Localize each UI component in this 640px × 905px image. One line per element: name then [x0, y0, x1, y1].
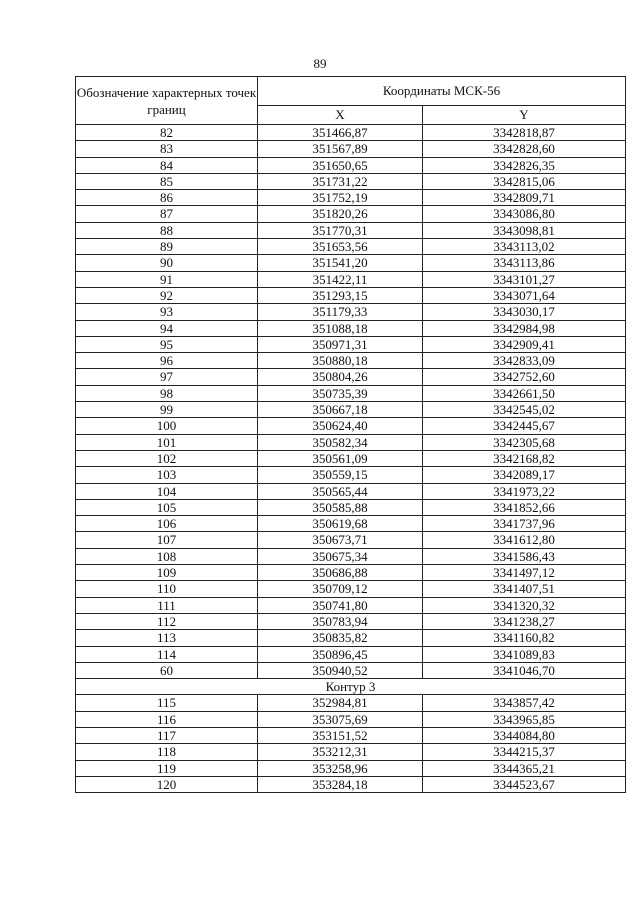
point-cell: 110 — [76, 581, 258, 597]
x-cell: 350585,88 — [258, 499, 423, 515]
point-cell: 89 — [76, 239, 258, 255]
table-row — [76, 418, 626, 434]
table-body-part1 — [76, 125, 626, 679]
x-cell: 350619,68 — [258, 516, 423, 532]
point-cell: 111 — [76, 597, 258, 613]
point-cell: 109 — [76, 565, 258, 581]
x-cell: 353258,96 — [258, 760, 423, 776]
x-cell: 350971,31 — [258, 336, 423, 352]
point-cell: 84 — [76, 157, 258, 173]
table-row — [76, 190, 626, 206]
x-cell: 351820,26 — [258, 206, 423, 222]
point-cell: 60 — [76, 662, 258, 678]
y-cell: 3343098,81 — [423, 222, 626, 238]
y-cell: 3343030,17 — [423, 304, 626, 320]
x-cell: 351770,31 — [258, 222, 423, 238]
y-cell: 3342305,68 — [423, 434, 626, 450]
x-cell: 353075,69 — [258, 711, 423, 727]
table-row — [76, 744, 626, 760]
y-cell: 3341586,43 — [423, 548, 626, 564]
table-row — [76, 711, 626, 727]
point-cell: 117 — [76, 727, 258, 743]
x-cell: 350675,34 — [258, 548, 423, 564]
table-row — [76, 385, 626, 401]
table-row — [76, 157, 626, 173]
header-coordinates: Координаты МСК-56 — [258, 77, 626, 106]
table-row — [76, 760, 626, 776]
point-cell: 97 — [76, 369, 258, 385]
x-cell: 350896,45 — [258, 646, 423, 662]
x-cell: 351653,56 — [258, 239, 423, 255]
x-cell: 351422,11 — [258, 271, 423, 287]
contour-row — [76, 679, 626, 695]
y-cell: 3343101,27 — [423, 271, 626, 287]
point-cell: 118 — [76, 744, 258, 760]
y-cell: 3341612,80 — [423, 532, 626, 548]
y-cell: 3342818,87 — [423, 125, 626, 141]
x-cell: 350559,15 — [258, 467, 423, 483]
point-cell: 105 — [76, 499, 258, 515]
y-cell: 3343965,85 — [423, 711, 626, 727]
y-cell: 3342545,02 — [423, 402, 626, 418]
table-row — [76, 581, 626, 597]
table-row — [76, 499, 626, 515]
x-cell: 350686,88 — [258, 565, 423, 581]
point-cell: 86 — [76, 190, 258, 206]
table-row — [76, 320, 626, 336]
point-cell: 82 — [76, 125, 258, 141]
point-cell: 100 — [76, 418, 258, 434]
table-row — [76, 597, 626, 613]
table-row — [76, 548, 626, 564]
table-row — [76, 630, 626, 646]
x-cell: 350804,26 — [258, 369, 423, 385]
y-cell: 3341160,82 — [423, 630, 626, 646]
y-cell: 3343113,02 — [423, 239, 626, 255]
table-row — [76, 565, 626, 581]
x-cell: 353212,31 — [258, 744, 423, 760]
header-point-designation: Обозначение характерных точек границ — [76, 77, 258, 125]
point-cell: 107 — [76, 532, 258, 548]
y-cell: 3341089,83 — [423, 646, 626, 662]
y-cell: 3342168,82 — [423, 450, 626, 466]
point-cell: 103 — [76, 467, 258, 483]
table-row — [76, 450, 626, 466]
table-body-part2 — [76, 695, 626, 793]
y-cell: 3342984,98 — [423, 320, 626, 336]
contour-section — [76, 679, 626, 695]
x-cell: 350940,52 — [258, 662, 423, 678]
table-row — [76, 239, 626, 255]
x-cell: 353284,18 — [258, 776, 423, 792]
point-cell: 94 — [76, 320, 258, 336]
point-cell: 91 — [76, 271, 258, 287]
y-cell: 3342445,67 — [423, 418, 626, 434]
y-cell: 3344365,21 — [423, 760, 626, 776]
x-cell: 353151,52 — [258, 727, 423, 743]
point-cell: 101 — [76, 434, 258, 450]
x-cell: 351567,89 — [258, 141, 423, 157]
x-cell: 351179,33 — [258, 304, 423, 320]
y-cell: 3343086,80 — [423, 206, 626, 222]
point-cell: 93 — [76, 304, 258, 320]
table-row — [76, 695, 626, 711]
x-cell: 350561,09 — [258, 450, 423, 466]
y-cell: 3343857,42 — [423, 695, 626, 711]
y-cell: 3342826,35 — [423, 157, 626, 173]
table-row — [76, 271, 626, 287]
coordinates-table — [75, 76, 626, 793]
table-row — [76, 287, 626, 303]
page-number: 89 — [313, 56, 327, 71]
y-cell: 3342909,41 — [423, 336, 626, 352]
y-cell: 3343071,64 — [423, 287, 626, 303]
y-cell: 3341737,96 — [423, 516, 626, 532]
x-cell: 350880,18 — [258, 353, 423, 369]
y-cell: 3341046,70 — [423, 662, 626, 678]
y-cell: 3344084,80 — [423, 727, 626, 743]
x-cell: 350624,40 — [258, 418, 423, 434]
table-row — [76, 353, 626, 369]
point-cell: 85 — [76, 173, 258, 189]
x-cell: 350735,39 — [258, 385, 423, 401]
y-cell: 3341497,12 — [423, 565, 626, 581]
x-cell: 351752,19 — [258, 190, 423, 206]
y-cell: 3344215,37 — [423, 744, 626, 760]
y-cell: 3341973,22 — [423, 483, 626, 499]
point-cell: 83 — [76, 141, 258, 157]
point-cell: 96 — [76, 353, 258, 369]
point-cell: 92 — [76, 287, 258, 303]
point-cell: 102 — [76, 450, 258, 466]
x-cell: 350835,82 — [258, 630, 423, 646]
table-row — [76, 402, 626, 418]
x-cell: 352984,81 — [258, 695, 423, 711]
point-cell: 120 — [76, 776, 258, 792]
point-cell: 119 — [76, 760, 258, 776]
y-cell: 3341320,32 — [423, 597, 626, 613]
table-row — [76, 532, 626, 548]
x-cell: 351088,18 — [258, 320, 423, 336]
x-cell: 351650,65 — [258, 157, 423, 173]
point-cell: 95 — [76, 336, 258, 352]
y-cell: 3342815,06 — [423, 173, 626, 189]
point-cell: 90 — [76, 255, 258, 271]
header-y: Y — [423, 106, 626, 125]
header-x: X — [258, 106, 423, 125]
table-row — [76, 304, 626, 320]
y-cell: 3342089,17 — [423, 467, 626, 483]
point-cell: 113 — [76, 630, 258, 646]
x-cell: 351541,20 — [258, 255, 423, 271]
table-row — [76, 222, 626, 238]
table-row — [76, 467, 626, 483]
table-row — [76, 727, 626, 743]
point-cell: 116 — [76, 711, 258, 727]
point-cell: 88 — [76, 222, 258, 238]
x-cell: 350673,71 — [258, 532, 423, 548]
table-row — [76, 369, 626, 385]
table-row — [76, 483, 626, 499]
contour-label: Контур 3 — [76, 679, 626, 695]
y-cell: 3344523,67 — [423, 776, 626, 792]
point-cell: 115 — [76, 695, 258, 711]
y-cell: 3342752,60 — [423, 369, 626, 385]
y-cell: 3342809,71 — [423, 190, 626, 206]
table-row — [76, 646, 626, 662]
y-cell: 3342828,60 — [423, 141, 626, 157]
y-cell: 3343113,86 — [423, 255, 626, 271]
y-cell: 3341852,66 — [423, 499, 626, 515]
table-row — [76, 662, 626, 678]
table-row — [76, 173, 626, 189]
y-cell: 3342661,50 — [423, 385, 626, 401]
point-cell: 87 — [76, 206, 258, 222]
table-row — [76, 516, 626, 532]
x-cell: 350582,34 — [258, 434, 423, 450]
table-row — [76, 255, 626, 271]
point-cell: 108 — [76, 548, 258, 564]
point-cell: 98 — [76, 385, 258, 401]
point-cell: 99 — [76, 402, 258, 418]
point-cell: 104 — [76, 483, 258, 499]
x-cell: 351731,22 — [258, 173, 423, 189]
x-cell: 351466,87 — [258, 125, 423, 141]
table-row — [76, 141, 626, 157]
y-cell: 3342833,09 — [423, 353, 626, 369]
table-row — [76, 125, 626, 141]
table-row — [76, 206, 626, 222]
point-cell: 112 — [76, 613, 258, 629]
x-cell: 350783,94 — [258, 613, 423, 629]
x-cell: 350565,44 — [258, 483, 423, 499]
x-cell: 350667,18 — [258, 402, 423, 418]
table-row — [76, 434, 626, 450]
x-cell: 350709,12 — [258, 581, 423, 597]
point-cell: 114 — [76, 646, 258, 662]
x-cell: 350741,80 — [258, 597, 423, 613]
y-cell: 3341238,27 — [423, 613, 626, 629]
table-row — [76, 613, 626, 629]
x-cell: 351293,15 — [258, 287, 423, 303]
table-row — [76, 336, 626, 352]
table-row — [76, 776, 626, 792]
point-cell: 106 — [76, 516, 258, 532]
y-cell: 3341407,51 — [423, 581, 626, 597]
